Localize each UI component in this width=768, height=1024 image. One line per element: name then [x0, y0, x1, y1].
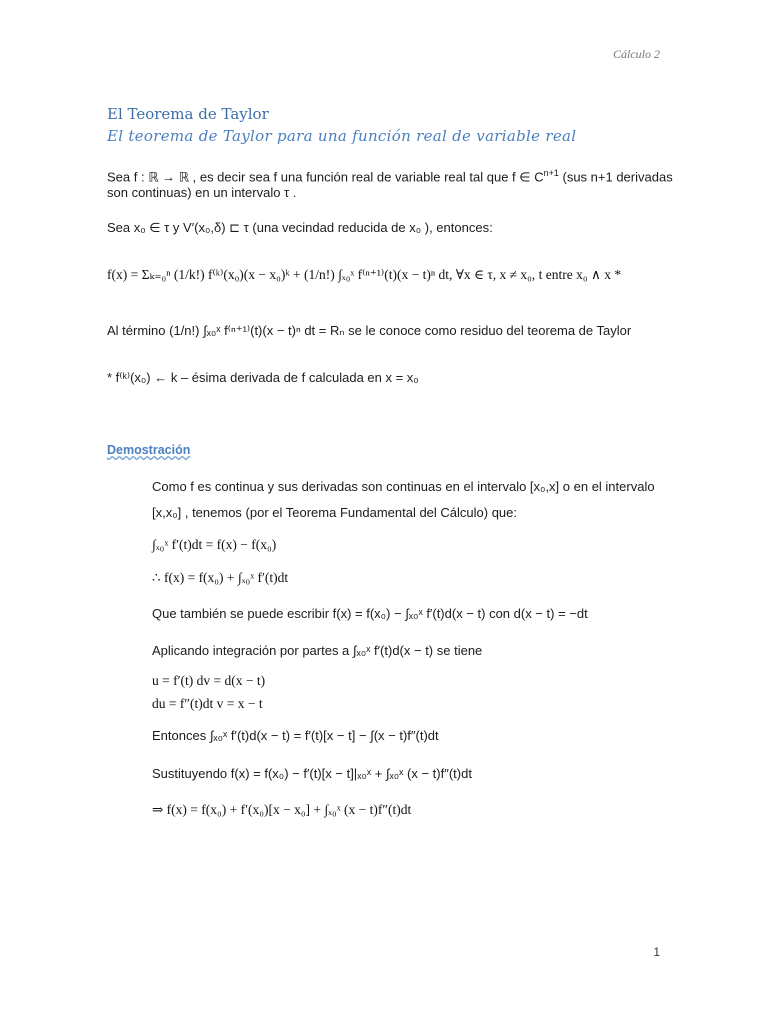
intro-line-1-a: Sea f : ℝ → ℝ , es decir sea f una función real de variable real tal que f ∈ C — [107, 169, 544, 185]
demo-eq-8: Sustituyendo f(x) = f(x₀) − f′(t)[x − t]|ₓ₀ˣ + ∫ₓ₀ˣ (x − t)f″(t)dt — [152, 766, 472, 781]
intro-line-2: son continuas) en un intervalo τ . — [107, 185, 297, 200]
section-subtitle: El teorema de Taylor para una función real de variable real — [107, 127, 577, 145]
demo-heading: Demostración — [107, 443, 191, 457]
section-title: El Teorema de Taylor — [107, 105, 269, 123]
demo-line-1: Como f es continua y sus derivadas son continuas en el intervalo [x₀,x] o en el intervalo — [152, 479, 655, 494]
demo-line-2: [x,x₀] , tenemos (por el Teorema Fundamental del Cálculo) que: — [152, 505, 518, 520]
residuo-line: Al término (1/n!) ∫ₓ₀ˣ f⁽ⁿ⁺¹⁾(t)(x − t)ⁿ dt = Rₙ se le conoce como residuo del teorema de Taylor — [107, 323, 632, 338]
vecindad-line: Sea x₀ ∈ τ y V′(x₀,δ) ⊏ τ (una vecindad reducida de x₀ ), entonces: — [107, 220, 493, 235]
footnote-line: * f⁽ᵏ⁾(x₀) ← k – ésima derivada de f calculada en x = x₀ — [107, 370, 419, 385]
page-number: 1 — [653, 945, 660, 959]
intro-line-1-b: (sus n+1 derivadas — [558, 169, 673, 185]
demo-eq-2: ∴ f(x) = f(x₀) + ∫ₓ₀ˣ f′(t)dt — [152, 570, 289, 585]
demo-eq-1: ∫ₓ₀ˣ f′(t)dt = f(x) − f(x₀) — [152, 537, 277, 552]
running-header: Cálculo 2 — [613, 47, 660, 61]
demo-eq-6: du = f″(t)dt v = x − t — [152, 696, 263, 711]
intro-line-1 — [107, 164, 673, 186]
demo-eq-7: Entonces ∫ₓ₀ˣ f′(t)d(x − t) = f′(t)[x − t] − ∫(x − t)f″(t)dt — [152, 728, 439, 743]
demo-eq-3: Que también se puede escribir f(x) = f(x₀) − ∫ₓ₀ˣ f′(t)d(x − t) con d(x − t) = −dt — [152, 606, 588, 621]
taylor-formula: f(x) = Σₖ₌₀ⁿ (1/k!) f⁽ᵏ⁾(x₀)(x − x₀)ᵏ + (1/n!) ∫ₓ₀ˣ f⁽ⁿ⁺¹⁾(t)(x − t)ⁿ dt, ∀x ∈ τ, x ≠ x₀, t entre x₀ ∧ x * — [107, 267, 622, 282]
intro-line-1-sup: n+1 — [543, 168, 559, 178]
demo-eq-5: u = f′(t) dv = d(x − t) — [152, 673, 266, 688]
demo-eq-9: ⇒ f(x) = f(x₀) + f′(x₀)[x − x₀] + ∫ₓ₀ˣ (x − t)f″(t)dt — [152, 802, 412, 817]
demo-eq-4: Aplicando integración por partes a ∫ₓ₀ˣ f′(t)d(x − t) se tiene — [152, 643, 483, 658]
